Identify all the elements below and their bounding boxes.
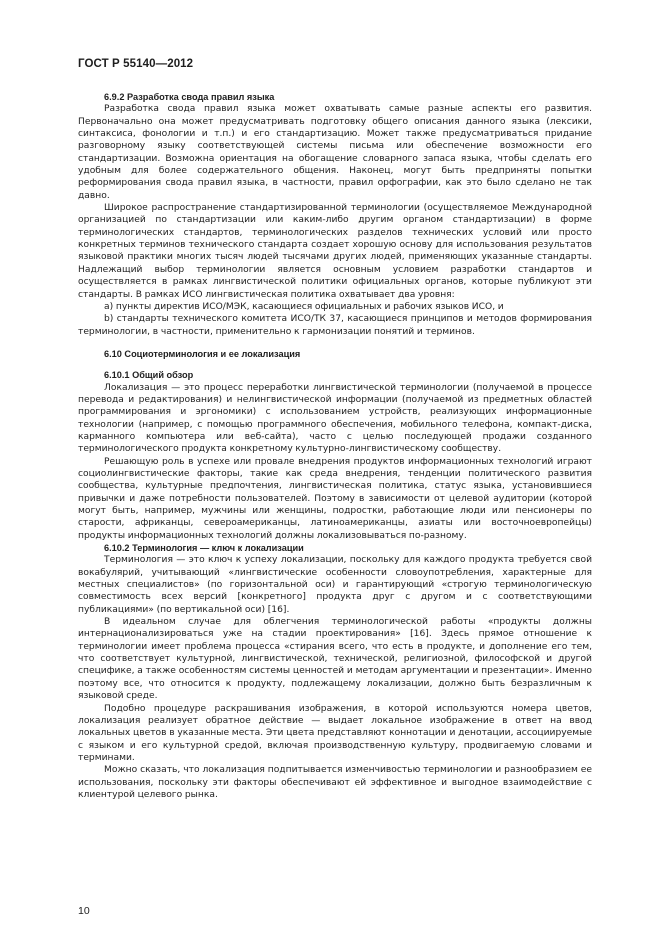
heading-6-10: 6.10 Социотерминология и ее локализация	[104, 348, 301, 359]
list-item-b: b) стандарты технического комитета ИСО/ТК 37, касающиеся принципов и методов формирования терминологии, в частности, применительно к гармонизации понятий и терминов.	[78, 314, 592, 337]
paragraph: Локализация — это процесс переработки лингвистической терминологии (получаемой в процессе перевода и редактирования) и нелингвистической информации (получаемой из предметных областей программирования и эргономики) с использованием устройств, реализующих информационные технологии (например, с помощью программного обеспечения, мобильного телефона, компакт-диска, карманного компьютера или веб-сайта), часто с целью последующей продажи созданного терминологического продукта конкретному культурно-лингвистическому сообществу.	[78, 382, 592, 455]
paragraph: Подобно процедуре раскрашивания изображения, в которой используются номера цветов, локализация реализует обратное действие — выдает локальное изображение в ответ на ввод локальных цветов в указанные места. Эти цвета представляют коннотации и денотации, ассоциируемые с языком и его культурной средой, включая производственную культуру, продвигаемую словами и терминами.	[78, 703, 592, 763]
heading-6-10-2: 6.10.2 Терминология — ключ к локализации	[104, 543, 304, 554]
paragraph: Решающую роль в успехе или провале внедрения продуктов информационных технологий играют социолингвистические факторы, такие как среда внедрения, тенденции политического развития сообщества, культурные предпочтения, лингвистическая политика, статус языка, установившиеся привычки и даже потребности пользователей. Поэтому в зависимости от целевой аудитории (которой могут быть, например, мужчины или женщины, подростки, работающие люди или пенсионеры по старости, африканцы, североамериканцы, латиноамериканцы, азиаты или восточноевропейцы) продукты информационных технологий должны локализовываться по-разному.	[78, 456, 592, 541]
paragraph: В идеальном случае для облегчения терминологической работы «продукты должны интернационализироваться уже на стадии проектирования» [16]. Здесь прямое отношение к терминологии имеет проблема процесса «стирания всего, что есть в продукте, и дополнение его тем, что соответствует культурной, лингвистической, технической, религиозной, философской и другой специфике, а также особенностям системы ценностей и методам аргументации и презентации». Именно поэтому все, что относится к продукту, подлежащему локализации, должно быть безразличным к языковой среде.	[78, 617, 592, 702]
page-content	[78, 91, 592, 801]
list-item-a: a) пункты директив ИСО/МЭК, касающиеся официальных и рабочих языков ИСО, и	[104, 301, 504, 312]
paragraph: Можно сказать, что локализация подпитывается изменчивостью терминологии и разнообразием ее использования, поскольку эти факторы обеспечивают ей эффективное и выгодное взаимодействие с клиентурой целевого рынка.	[78, 765, 592, 800]
paragraph: Терминология — это ключ к успеху локализации, поскольку для каждого продукта требуется свой вокабулярий, учитывающий «лингвистические особенности словоупотребления, характерные для местных специалистов» (по горизонтальной оси) и гарантирующий «строгую терминологическую совместимость всех версий [конкретного] продукта друг с другом и с соответствующими публикациями» (по вертикальной оси) [16].	[78, 555, 592, 615]
paragraph: Разработка свода правил языка может охватывать самые разные аспекты его развития. Первоначально она может предусматривать подготовку общего описания данного языка (лексики, синтаксиса, фонологии и т.п.) и его стандартизацию. Может также предусматриваться придание разговорному языку соответствующей системы письма или обеспечение возможности его стандартизации. Возможна ориентация на обогащение словарного запаса языка, чтобы сделать его удобным для более содержательного общения. Наконец, могут быть предприняты попытки реформирования свода правил языка, в частности, правил орфографии, как это было сделано не так давно.	[78, 104, 592, 201]
heading-6-9-2: 6.9.2 Разработка свода правил языка	[104, 92, 275, 102]
heading-6-10-1: 6.10.1 Общий обзор	[104, 370, 194, 381]
paragraph: Широкое распространение стандартизированной терминологии (осуществляемое Международной организацией по стандартизации или каким-либо другим органом стандартизации) в форме терминологических стандартов, терминологических разделов технических условий или просто конкретных терминов технического стандарта создает хорошую основу для использования результатов языковой практики многих тысяч людей тысячами других людей, применяющих указанные стандарты. Надлежащий выбор терминологии является основным условием разработки стандартов и осуществляется в рамках лингвистической политики официальных органов, которые публикуют эти стандарты. В рамках ИСО лингвистическая политика охватывает два уровня:	[78, 203, 592, 300]
page-number: 10	[78, 905, 90, 917]
standard-header: ГОСТ Р 55140—2012	[78, 58, 194, 70]
